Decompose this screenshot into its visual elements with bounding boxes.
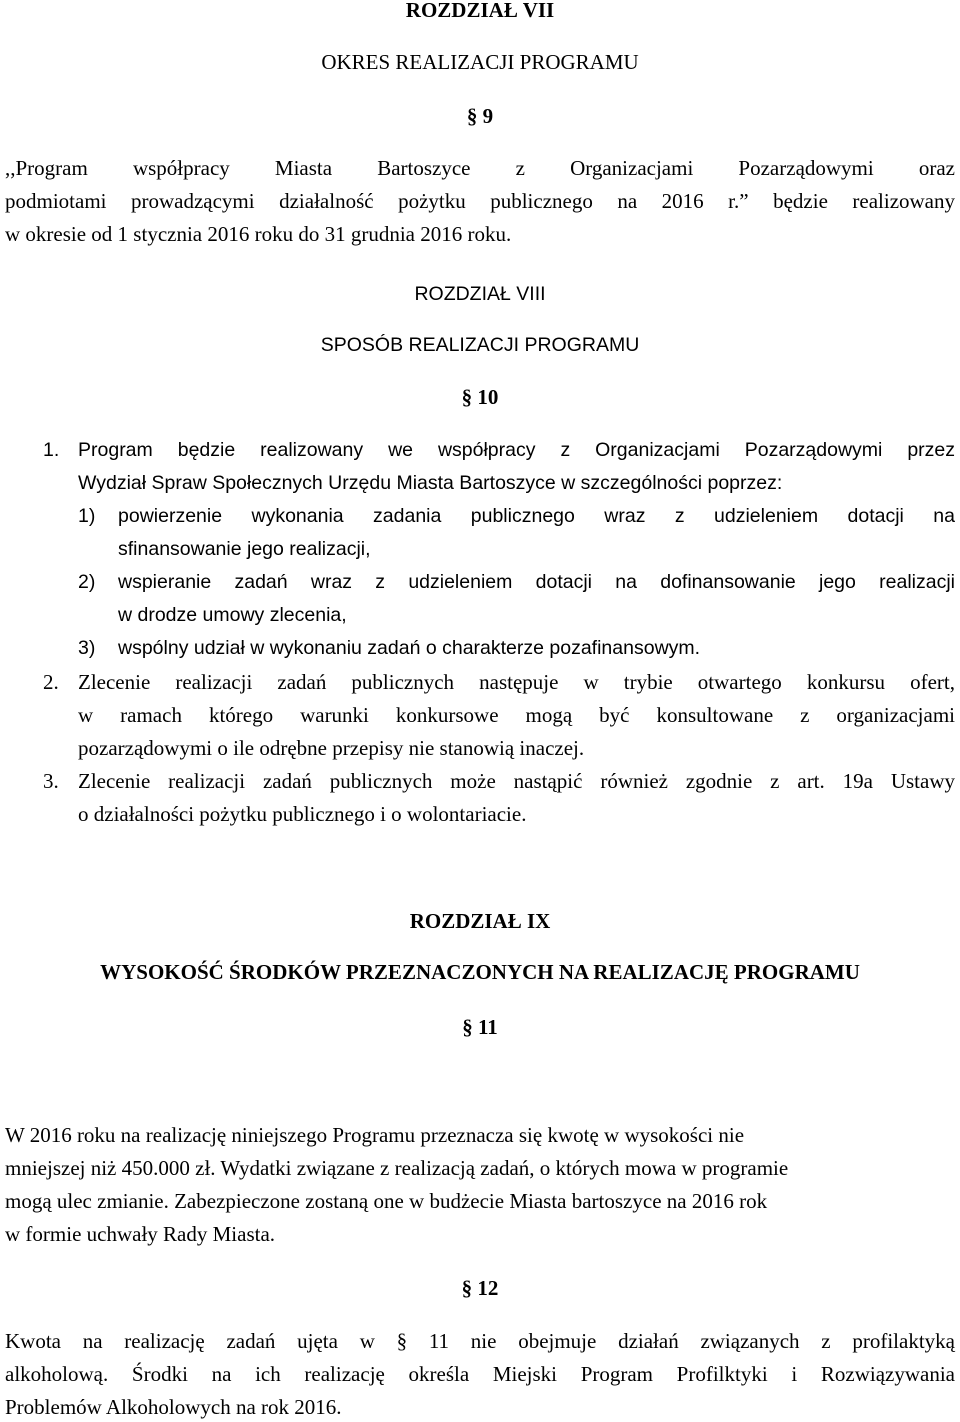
subitem-1-text-line: sfinansowanie jego realizacji, xyxy=(118,538,371,560)
item-1-number: 1. xyxy=(43,439,60,461)
paragraph-10-heading: § 10 xyxy=(461,385,499,409)
item-1-text-line: Wydział Spraw Społecznych Urzędu Miasta Bartoszyce w szczególności poprzez: xyxy=(78,472,783,494)
paragraph-11-text-line: W 2016 roku na realizację niniejszego Programu przeznacza się kwotę w wysokości nie xyxy=(5,1123,745,1147)
subitem-1-text-line: powierzenie wykonania zadania publicznego wraz z udzieleniem dotacji na xyxy=(118,505,955,527)
subitem-2-text-line: wspieranie zadań wraz z udzieleniem dotacji na dofinansowanie jego realizacji xyxy=(118,571,955,593)
item-3-text-line: Zlecenie realizacji zadań publicznych może nastąpić również zgodnie z art. 19a Ustawy xyxy=(78,769,955,793)
chapter-8-subtitle: SPOSÓB REALIZACJI PROGRAMU xyxy=(320,334,640,356)
subitem-2-text-line: w drodze umowy zlecenia, xyxy=(118,604,347,626)
paragraph-11-text-line: mniejszej niż 450.000 zł. Wydatki związane z realizacją zadań, o których mowa w programie xyxy=(5,1156,789,1180)
item-1-text-line: Program będzie realizowany we współpracy z Organizacjami Pozarządowymi przez xyxy=(78,439,955,461)
item-3-number: 3. xyxy=(43,769,59,793)
chapter-7-text-line: w okresie od 1 stycznia 2016 roku do 31 grudnia 2016 roku. xyxy=(5,222,512,246)
item-2-number: 2. xyxy=(43,670,59,694)
paragraph-9-heading: § 9 xyxy=(466,104,494,128)
paragraph-11-heading: § 11 xyxy=(462,1015,498,1039)
item-2-text-line: pozarządowymi o ile odrębne przepisy nie stanowią inaczej. xyxy=(78,736,585,760)
subitem-3-number: 3) xyxy=(78,637,96,659)
chapter-7-subtitle: OKRES REALIZACJI PROGRAMU xyxy=(321,50,639,74)
chapter-9-title: ROZDZIAŁ IX xyxy=(409,909,551,933)
subitem-3-text-line: wspólny udział w wykonaniu zadań o charakterze pozafinansowym. xyxy=(118,637,701,659)
chapter-7-text-line: podmiotami prowadzącymi działalność pożytku publicznego na 2016 r.” będzie realizowany xyxy=(5,189,955,213)
chapter-8-title: ROZDZIAŁ VIII xyxy=(414,283,546,305)
chapter-7-title: ROZDZIAŁ VII xyxy=(405,0,555,22)
paragraph-12-text-line: Problemów Alkoholowych na rok 2016. xyxy=(5,1395,342,1419)
item-2-text-line: w ramach którego warunki konkursowe mogą być konsultowane z organizacjami xyxy=(78,703,955,727)
paragraph-12-heading: § 12 xyxy=(461,1276,499,1300)
chapter-7-text-line: ,,Program współpracy Miasta Bartoszyce z Organizacjami Pozarządowymi oraz xyxy=(5,156,955,180)
subitem-1-number: 1) xyxy=(78,505,96,527)
subitem-2-number: 2) xyxy=(78,571,96,593)
paragraph-11-text-line: w formie uchwały Rady Miasta. xyxy=(5,1222,276,1246)
paragraph-12-text-line: Kwota na realizację zadań ujęta w § 11 nie obejmuje działań związanych z profilaktyką xyxy=(5,1329,955,1353)
item-2-text-line: Zlecenie realizacji zadań publicznych następuje w trybie otwartego konkursu ofert, xyxy=(78,670,955,694)
paragraph-12-text-line: alkoholową. Środki na ich realizację określa Miejski Program Profilktyki i Rozwiązywania xyxy=(5,1362,955,1386)
chapter-9-subtitle: WYSOKOŚĆ ŚRODKÓW PRZEZNACZONYCH NA REALIZACJĘ PROGRAMU xyxy=(100,960,860,984)
paragraph-11-text-line: mogą ulec zmianie. Zabezpieczone zostaną one w budżecie Miasta bartoszyce na 2016 rok xyxy=(5,1189,768,1213)
item-3-text-line: o działalności pożytku publicznego i o wolontariacie. xyxy=(78,802,527,826)
